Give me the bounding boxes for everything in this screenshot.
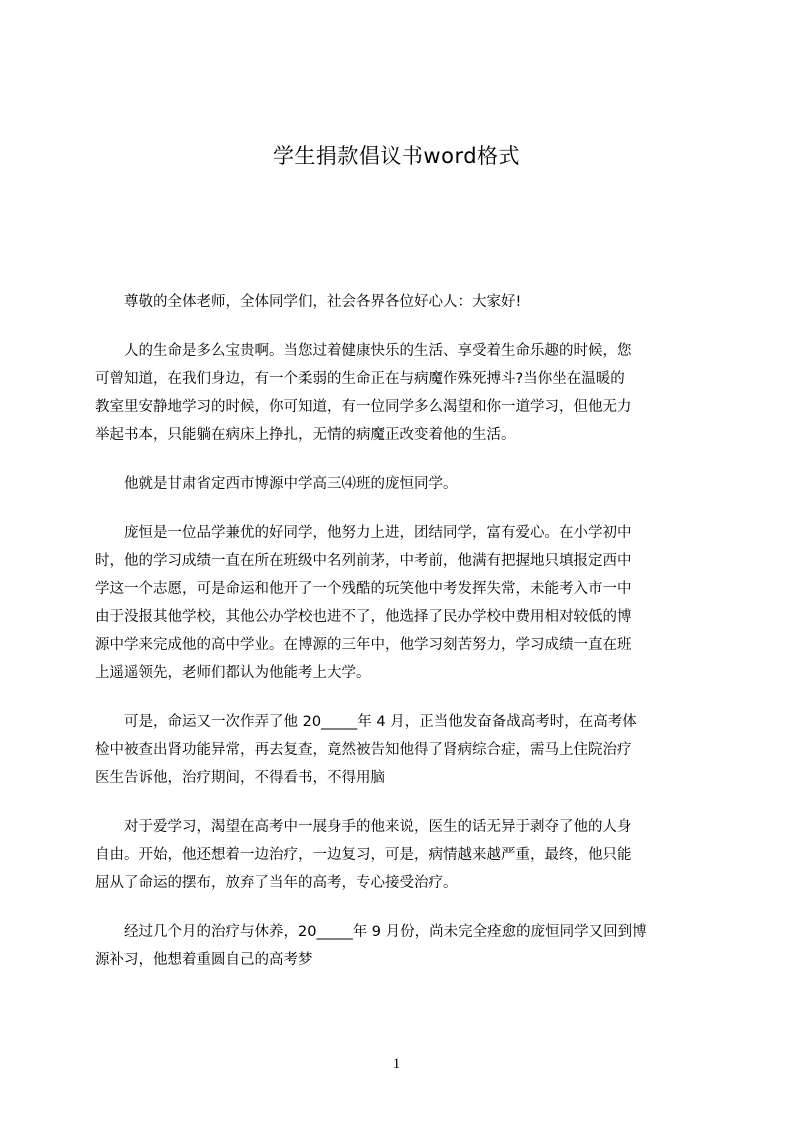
text-line: 自由。开始，他还想着一边治疗，一边复习，可是，病情越来越严重，最终，他只能 <box>95 847 632 863</box>
text-line: 由于没报其他学校，其他公办学校也进不了，他选择了民办学校中费用相对较低的博 <box>95 609 632 625</box>
text-line: 教室里安静地学习的时候，你可知道，有一位同学多么渴望和你一道学习，但他无力 <box>95 399 632 415</box>
paragraph-greeting <box>95 288 705 316</box>
text-line: 庞恒是一位品学兼优的好同学，他努力上进，团结同学，富有爱心。在小学初中 <box>124 525 632 541</box>
text-line: 他就是甘肃省定西市博源中学高三⑷班的庞恒同学。 <box>124 476 458 492</box>
document-title: 学生捐款倡议书word格式 <box>272 144 521 168</box>
text-line: 源补习，他想着重圆自己的高考梦 <box>95 952 313 968</box>
paragraph-gave-up-exam <box>95 813 705 897</box>
text-line: 医生告诉他，治疗期间，不得看书，不得用脑 <box>95 770 385 786</box>
paragraph-life-precious <box>95 337 705 449</box>
paragraph-student-intro <box>95 470 705 498</box>
text-line: 经过几个月的治疗与休养，20_____年 9 月份，尚未完全痊愈的庞恒同学又回到博 <box>124 924 647 940</box>
text-line: 尊敬的全体老师，全体同学们，社会各界各位好心人：大家好! <box>124 294 522 310</box>
text-line: 可是，命运又一次作弄了他 20_____年 4 月，正当他发奋备战高考时，在高考体 <box>124 714 637 730</box>
paragraph-student-background <box>95 519 705 687</box>
text-line: 源中学来完成他的高中学业。在博源的三年中，他学习刻苦努力，学习成绩一直在班 <box>95 637 632 653</box>
text-line: 上遥遥领先，老师们都认为他能考上大学。 <box>95 665 371 681</box>
paragraph-return <box>95 918 705 974</box>
page-number: 1 <box>392 1056 401 1072</box>
text-line: 对于爱学习，渴望在高考中一展身手的他来说，医生的话无异于剥夺了他的人身 <box>124 819 632 835</box>
text-line: 可曾知道，在我们身边，有一个柔弱的生命正在与病魔作殊死搏斗?当你坐在温暖的 <box>95 371 625 387</box>
text-line: 学这一个志愿，可是命运和他开了一个残酷的玩笑他中考发挥失常，未能考入市一中 <box>95 581 632 597</box>
document-body <box>95 288 705 995</box>
text-line: 时，他的学习成绩一直在所在班级中名列前茅，中考前，他满有把握地只填报定西中 <box>95 553 632 569</box>
text-line: 屈从了命运的摆布，放弃了当年的高考，专心接受治疗。 <box>95 875 458 891</box>
text-line: 举起书本，只能躺在病床上挣扎，无情的病魔正改变着他的生活。 <box>95 427 516 443</box>
text-line: 人的生命是多么宝贵啊。当您过着健康快乐的生活、享受着生命乐趣的时候，您 <box>124 343 632 359</box>
paragraph-illness <box>95 708 705 792</box>
text-line: 检中被查出肾功能异常，再去复查，竟然被告知他得了肾病综合症，需马上住院治疗 <box>95 742 632 758</box>
